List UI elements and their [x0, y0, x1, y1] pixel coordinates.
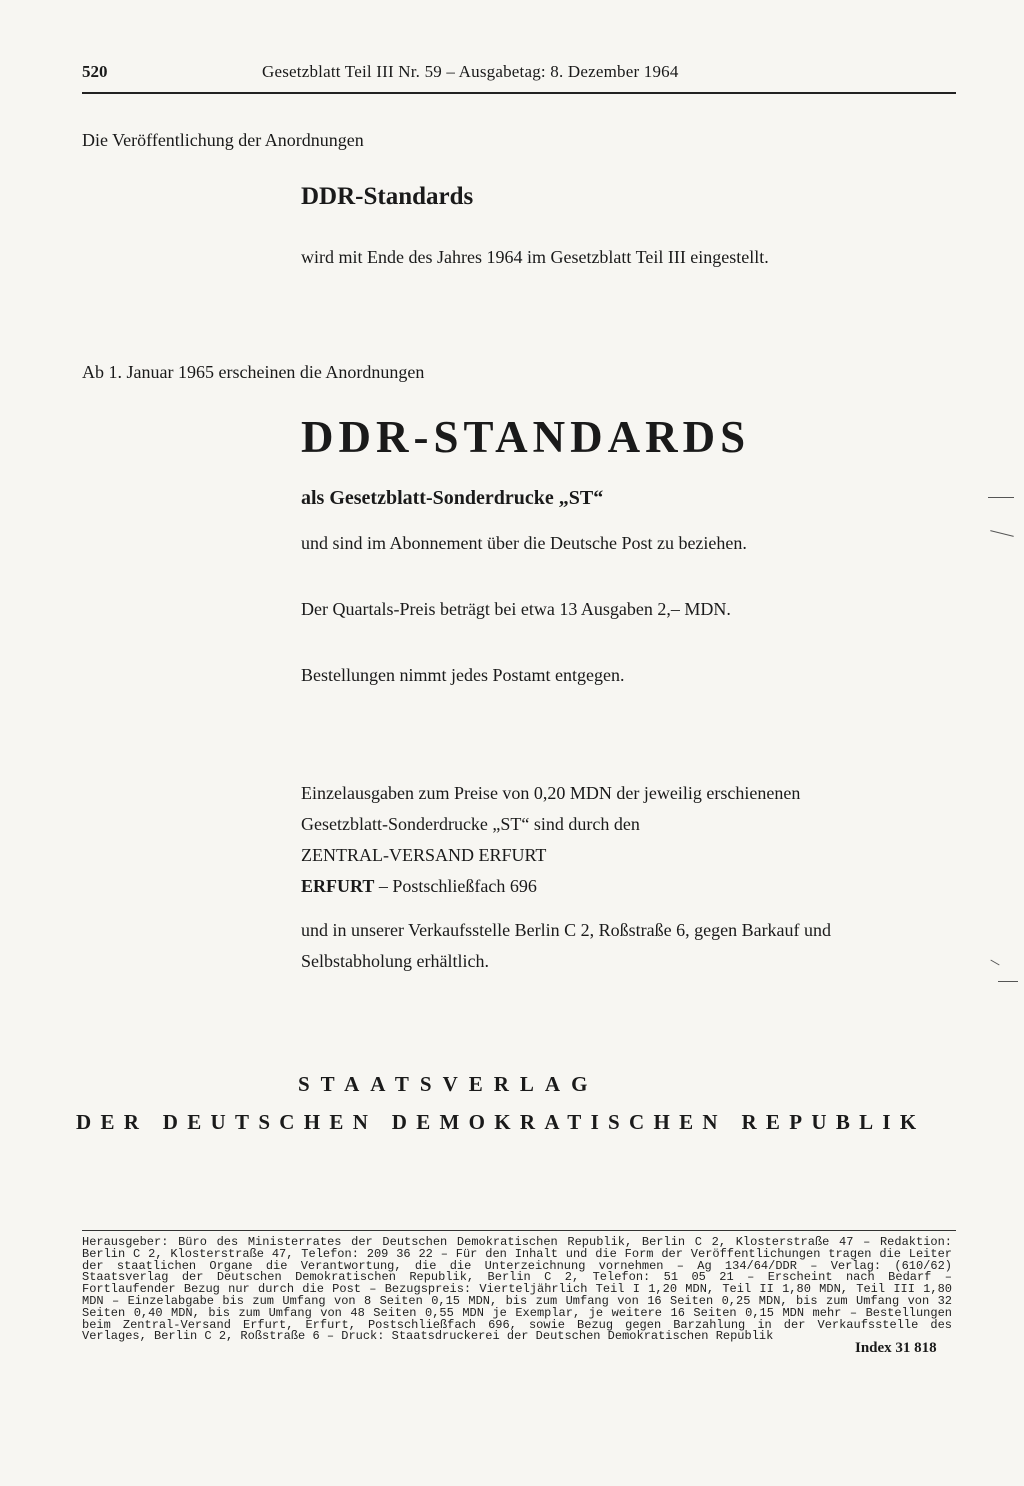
announcement-intro: Ab 1. Januar 1965 erscheinen die Anordnungen: [82, 362, 425, 382]
running-title: Gesetzblatt Teil III Nr. 59 – Ausgabetag: 8. Dezember 1964: [262, 62, 679, 81]
sales-point-line-1: und in unserer Verkaufsstelle Berlin C 2, Roßstraße 6, gegen Barkauf und: [301, 920, 832, 940]
dispatch-po-box: – Postschließfach 696: [374, 876, 537, 896]
notice-ending: wird mit Ende des Jahres 1964 im Gesetzblatt Teil III eingestellt.: [301, 247, 769, 267]
margin-mark: [990, 960, 999, 966]
page-number: 520: [82, 62, 108, 81]
imprint-text: Herausgeber: Büro des Ministerrates der Deutschen Demokratischen Republik, Berlin C 2, Klosterstraße 47 – Redaktion: Berlin C 2, Klosterstraße 47, Telefon: 209 36 22 – Für den Inhalt und die Form der Veröffentlichungen tragen die Leiter der staatlichen Organe die Verantwortung, die die Unterzeichnung vornehmen – Ag 134/64/DDR – Verlag: (610/62) Staatsverlag der Deutschen Demokratischen Republik, Berlin C 2, Telefon: 51 05 21 – Erscheint nach Bedarf – Fortlaufender Bezug nur durch die Post – Bezugspreis: Vierteljährlich Teil I 1,20 MDN, Teil II 1,80 MDN, Teil III 1,80 MDN – Einzelabgabe bis zum Umfang von 8 Seiten 0,15 MDN, bis zum Umfang von 16 Seiten 0,25 MDN, bis zum Umfang von 32 Seiten 0,40 MDN, bis zum Umfang von 48 Seiten 0,55 MDN je Exemplar, je weitere 16 Seiten 0,15 MDN mehr – Bestellungen beim Zentral-Versand Erfurt, Erfurt, Postschließfach 696, sowie Bezug gegen Barzahlung in der Verkaufsstelle des Verlages, Berlin C 2, Roßstraße 6 – Druck: Staatsdruckerei der Deutschen Demokratischen Republik: [82, 1235, 952, 1344]
publisher-name: STAATSVERLAG: [298, 1072, 599, 1096]
margin-mark: [998, 981, 1018, 982]
dispatch-city: ERFURT: [301, 876, 375, 896]
dispatch-address: [301, 876, 537, 897]
notice-intro: Die Veröffentlichung der Anordnungen: [82, 130, 364, 150]
sales-point-line-2: Selbstabholung erhältlich.: [301, 951, 489, 971]
price-text: Der Quartals-Preis beträgt bei etwa 13 Ausgaben 2,– MDN.: [301, 599, 731, 619]
orders-text: Bestellungen nimmt jedes Postamt entgegen.: [301, 665, 625, 685]
footer-rule: [82, 1230, 956, 1231]
margin-mark: [990, 530, 1014, 537]
announcement-heading: DDR-STANDARDS: [301, 412, 751, 462]
subscription-text: und sind im Abonnement über die Deutsche Post zu beziehen.: [301, 533, 747, 553]
page-header: [82, 58, 956, 86]
notice-heading: DDR-Standards: [301, 183, 474, 210]
margin-mark: [988, 497, 1014, 498]
header-rule: [82, 92, 956, 94]
announcement-subheading: als Gesetzblatt-Sonderdrucke „ST“: [301, 487, 604, 509]
single-issues-line-2: Gesetzblatt-Sonderdrucke „ST“ sind durch den: [301, 814, 640, 834]
central-dispatch-name: ZENTRAL-VERSAND ERFURT: [301, 845, 547, 865]
index-number: Index 31 818: [855, 1340, 937, 1356]
publisher-subtitle: DER DEUTSCHEN DEMOKRATISCHEN REPUBLIK: [76, 1110, 926, 1134]
single-issues-line-1: Einzelausgaben zum Preise von 0,20 MDN der jeweilig erschienenen: [301, 783, 801, 803]
